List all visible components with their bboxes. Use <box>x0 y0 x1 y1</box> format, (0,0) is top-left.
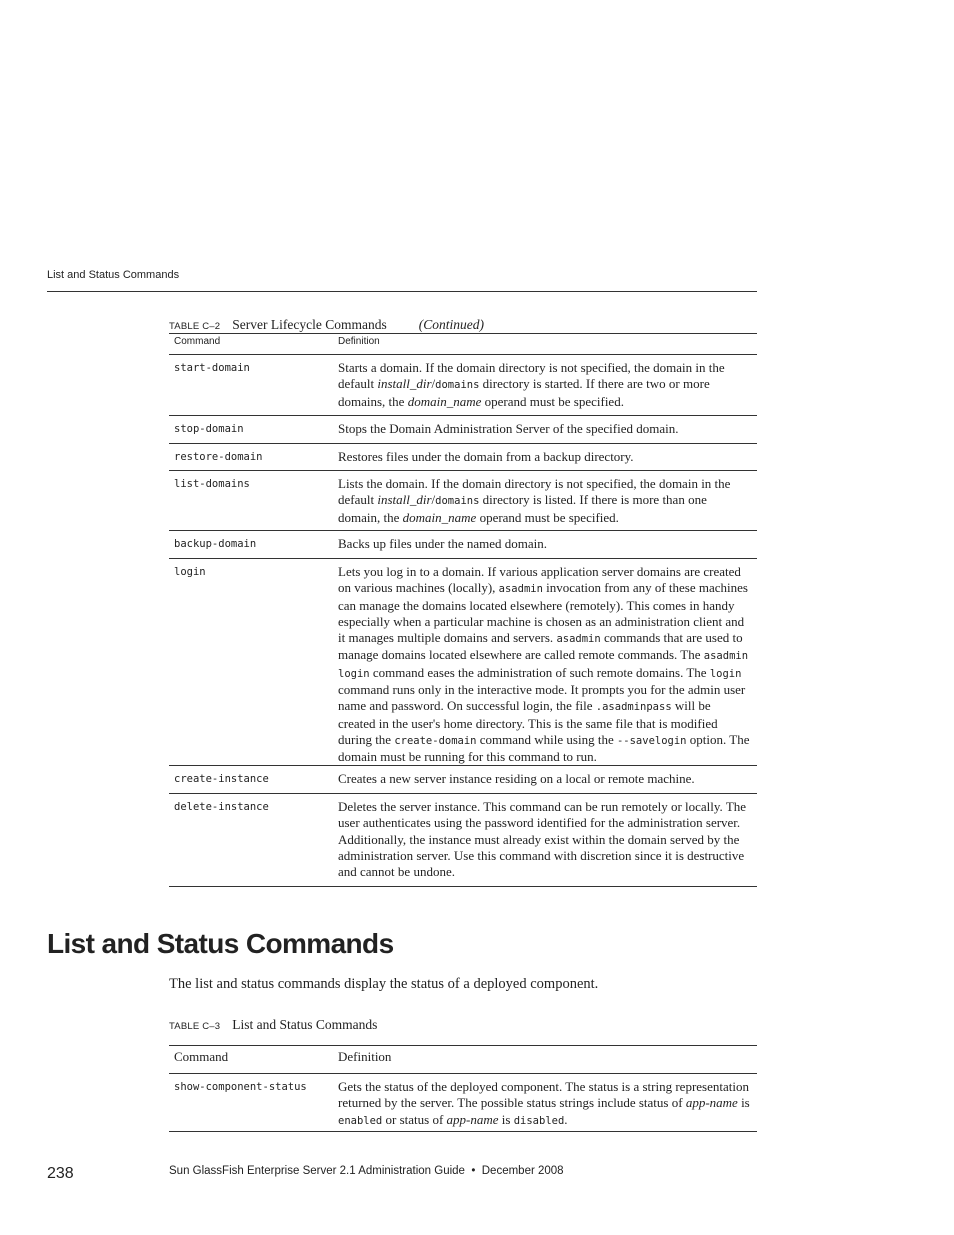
table-row <box>169 444 757 471</box>
italic-term: app-name <box>446 1111 499 1127</box>
command-name: list-domains <box>174 478 250 490</box>
section-intro: The list and status commands display the status of a deployed component. <box>169 976 599 992</box>
table-row <box>169 559 757 766</box>
definition-text: command runs only in the interactive mode. It prompts you for the admin user name and password. On successful login, the file <box>338 682 746 714</box>
definition-text: Stops the Domain Administration Server of the specified domain. <box>338 421 679 436</box>
definition-text: Restores files under the domain from a backup directory. <box>338 449 634 464</box>
definition-text: commands that are used to manage domains located elsewhere are called remote commands. The <box>338 630 743 663</box>
inline-code: disabled <box>513 1114 565 1127</box>
command-name: delete-instance <box>174 801 269 813</box>
definition-text: . <box>564 1111 568 1127</box>
command-definition <box>338 355 757 415</box>
table2-caption <box>169 1016 377 1034</box>
table-row <box>169 531 757 559</box>
definition-text: Creates a new server instance residing on a local or remote machine. <box>338 771 695 786</box>
command-name: start-domain <box>174 362 250 374</box>
command-name: create-instance <box>174 773 269 785</box>
command-name: stop-domain <box>174 423 244 435</box>
definition-text: is <box>737 1095 750 1111</box>
definition-text: command eases the administration of such remote domains. The <box>369 664 710 680</box>
definition-text: directory is listed. If there is more than one domain, the <box>338 492 707 525</box>
inline-code: asadmin <box>498 583 543 596</box>
inline-code: create-domain <box>394 734 477 747</box>
command-definition <box>338 1074 757 1131</box>
command-name: backup-domain <box>174 538 257 550</box>
list-status-table <box>169 1045 757 1132</box>
definition-text: Gets the status of the deployed component. The status is a string representation returned by the server. The possible status strings include status of <box>338 1079 749 1111</box>
definition-text: / <box>431 376 436 392</box>
table1-header-definition: Definition <box>338 336 380 347</box>
table2-header-command: Command <box>174 1049 229 1064</box>
table2-title: List and Status Commands <box>232 1017 378 1032</box>
definition-text: Deletes the server instance. This command can be run remotely or locally. The user authenticates using the password identified for the administration server. Additionally, the instance must already exist within the domain served by the administration server. Use this command with discretion since it is destructive and cannot be undone. <box>338 799 747 880</box>
table1-continued: (Continued) <box>418 317 484 332</box>
inline-code: enabled <box>338 1114 383 1127</box>
table2-body <box>169 1074 757 1132</box>
running-head: List and Status Commands <box>47 269 180 281</box>
header-rule <box>47 291 757 292</box>
table-row <box>169 766 757 794</box>
command-definition <box>338 471 757 530</box>
section-heading: List and Status Commands <box>47 928 394 959</box>
table1-label: TABLE C–2 <box>169 321 221 332</box>
command-definition <box>338 416 757 443</box>
table1-title: Server Lifecycle Commands <box>232 317 387 332</box>
definition-text: will be created in the user's home directory. This is the same file that is modified during the <box>338 698 718 747</box>
command-definition <box>338 794 757 886</box>
italic-term: domain_name <box>407 393 482 409</box>
definition-text: invocation from any of these machines can manage the domains located elsewhere (remotely). This comes in handy especially when a particular machine is chosen as an administration client and it manages multiple domains and servers. <box>338 580 748 646</box>
definition-text: / <box>431 492 436 508</box>
inline-code: --savelogin <box>616 734 687 747</box>
table1-caption <box>169 316 484 334</box>
command-name: login <box>174 566 206 578</box>
definition-text: Starts a domain. If the domain directory is not specified, the domain in the default <box>338 360 725 392</box>
table-row <box>169 416 757 444</box>
table2-label: TABLE C–3 <box>169 1021 221 1032</box>
table-row <box>169 355 757 416</box>
definition-text: operand must be specified. <box>476 509 619 525</box>
table2-header-row <box>169 1046 757 1074</box>
table1-body <box>169 355 757 887</box>
definition-text: Backs up files under the named domain. <box>338 536 548 551</box>
italic-term: install_dir <box>377 376 432 392</box>
table1-header-command: Command <box>174 336 221 347</box>
italic-term: install_dir <box>377 492 432 508</box>
command-name: restore-domain <box>174 451 263 463</box>
definition-text: command while using the <box>476 731 617 747</box>
inline-code: asadmin login <box>338 650 749 680</box>
command-definition <box>338 766 757 793</box>
inline-code: login <box>709 667 742 680</box>
command-definition <box>338 559 757 765</box>
footer-text: Sun GlassFish Enterprise Server 2.1 Administration Guide • December 2008 <box>169 1165 564 1177</box>
server-lifecycle-table <box>169 333 757 887</box>
inline-code: domains <box>435 495 480 508</box>
inline-code: .asadminpass <box>595 701 672 714</box>
table2-header-definition: Definition <box>338 1049 392 1064</box>
definition-text: Lets you log in to a domain. If various application server domains are created on various machines (locally), <box>338 564 741 596</box>
definition-text: option. The domain must be running for this command to run. <box>338 731 750 765</box>
italic-term: domain_name <box>402 509 477 525</box>
inline-code: asadmin <box>556 633 601 646</box>
definition-text: or status of <box>382 1111 447 1127</box>
command-definition <box>338 531 757 558</box>
command-name: show-component-status <box>174 1081 307 1093</box>
italic-term: app-name <box>685 1095 738 1111</box>
command-definition <box>338 444 757 470</box>
table1-header-row <box>169 334 757 355</box>
inline-code: domains <box>435 379 480 392</box>
definition-text: operand must be specified. <box>481 393 624 409</box>
definition-text: directory is started. If there are two or more domains, the <box>338 376 710 409</box>
page-number: 238 <box>47 1165 74 1182</box>
table-row <box>169 1074 757 1132</box>
definition-text: is <box>498 1111 514 1127</box>
definition-text: Lists the domain. If the domain directory is not specified, the domain in the default <box>338 476 731 508</box>
table-row <box>169 794 757 887</box>
table-row <box>169 471 757 531</box>
